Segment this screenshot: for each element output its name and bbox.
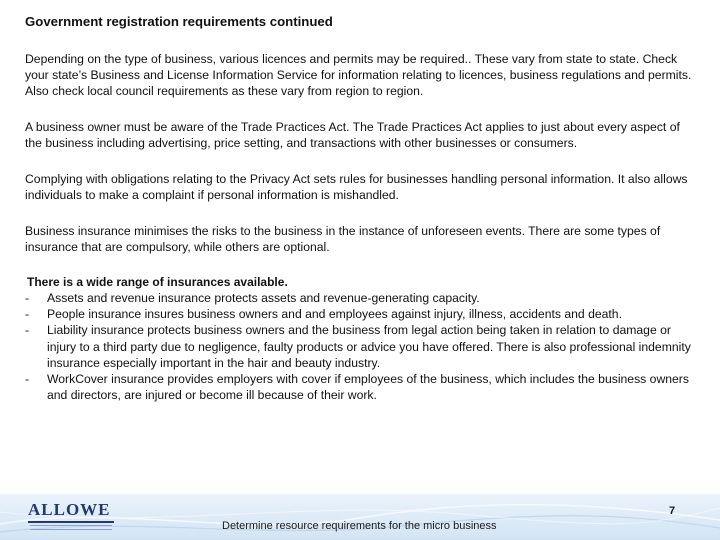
bullet-dash: - — [25, 372, 30, 387]
list-item — [25, 306, 695, 322]
paragraph-trade-practices-act: A business owner must be aware of the Trade Practices Act. The Trade Practices Act applies to just about every aspect of the business including advertising, price setting, and transactions with other businesses or consumers. — [25, 120, 680, 151]
insurance-item-text: People insurance insures business owners and and employees against injury, illness, accidents and death. — [47, 307, 622, 322]
footer-caption: Determine resource requirements for the micro business — [222, 520, 497, 532]
paragraph-licences-permits: Depending on the type of business, various licences and permits may be required.. These vary from state to state. Check your state’s Business and License Information Service for information relating to licences, business regulations and permits. Also check local council requirements as these vary from region to region. — [25, 52, 692, 99]
insurance-item-text: Liability insurance protects business owners and the business from legal action being taken in relation to damage or injury to a third party due to negligence, faulty products or advice you have offered. There is also professional indemnity insurance especially important in the hair and beauty industry. — [47, 323, 691, 370]
list-item — [25, 290, 695, 306]
footer-bar — [0, 494, 720, 540]
paragraph-business-insurance: Business insurance minimises the risks to the business in the instance of unforeseen events. There are some types of insurance that are compulsory, while others are optional. — [25, 224, 661, 255]
page-number: 7 — [669, 505, 676, 517]
bullet-dash: - — [25, 291, 30, 305]
insurance-heading: There is a wide range of insurances available. — [27, 275, 288, 289]
bullet-dash: - — [25, 307, 30, 322]
logo-wordmark: ALLOWE — [28, 500, 111, 519]
insurance-item-text: Assets and revenue insurance protects assets and revenue-generating capacity. — [47, 291, 480, 305]
bullet-dash: - — [25, 323, 30, 338]
list-item — [25, 322, 695, 371]
logo-underline — [28, 521, 114, 523]
list-item — [25, 371, 695, 403]
paragraph-privacy-act: Complying with obligations relating to the Privacy Act sets rules for businesses handling personal information. It also allows individuals to make a complaint if personal information is mishandled. — [25, 172, 688, 203]
insurance-list — [25, 290, 695, 403]
slide-title: Government registration requirements continued — [25, 14, 333, 29]
insurance-item-text: WorkCover insurance provides employers with cover if employees of the business, which includes the business owners and directors, are injured or become ill because of their work. — [47, 372, 689, 403]
logo-tagline-rule — [30, 525, 112, 530]
